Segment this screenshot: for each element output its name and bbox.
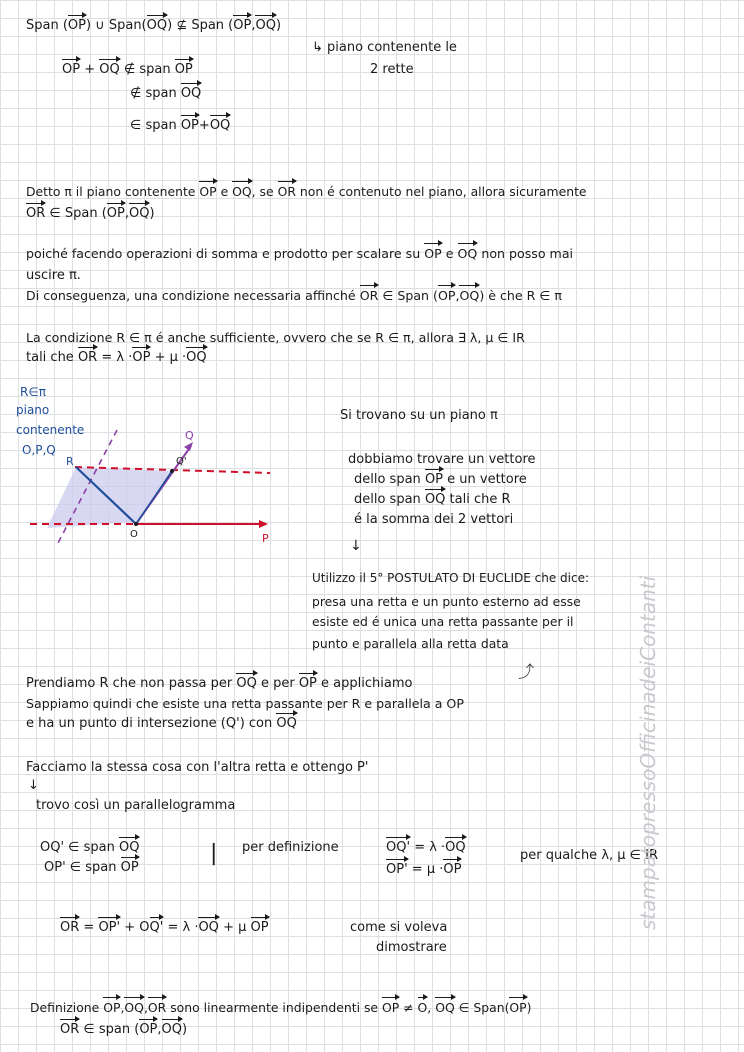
- down-arrow-icon-2: ↓: [28, 778, 39, 793]
- note-euclid-1: presa una retta e un punto esterno ad esse: [312, 594, 581, 609]
- body2-line-1: Prendiamo R che non passa per OQ e per OP e applichiamo: [26, 676, 413, 691]
- line-4: ∈ span OP+OQ: [130, 118, 231, 133]
- note-plane-pi: Si trovano su un piano π: [340, 408, 498, 423]
- side-label-points: O,P,Q: [22, 443, 56, 457]
- qed-line-1: come si voleva: [350, 920, 448, 935]
- paragraph-3: Di conseguenza, una condizione necessaria affinché OR ∈ Span (OP,OQ) è che R ∈ π: [26, 288, 562, 303]
- point-o: [134, 522, 138, 526]
- note-span-oq: dello span OQ tali che R: [354, 492, 511, 507]
- paragraph-1a: Detto π il piano contenente OP e OQ, se OR non é contenuto nel piano, allora sicuramente: [26, 184, 587, 199]
- line-1: Span (OP) ∪ Span(OQ) ⊈ Span (OP,OQ): [26, 18, 282, 33]
- by-definition-label: per definizione: [242, 840, 339, 855]
- separator-bar: |: [210, 841, 218, 866]
- body2-line-3: e ha un punto di intersezione (Q') con OQ: [26, 716, 297, 731]
- note-sum: é la somma dei 2 vettori: [354, 512, 514, 527]
- note-find-vector: dobbiamo trovare un vettore: [348, 452, 536, 467]
- curved-arrow-icon: ⤴: [518, 662, 535, 681]
- membership-op-prime: OP' ∈ span OP: [44, 860, 139, 875]
- vector-op-arrowhead: [259, 520, 268, 528]
- line-2: OP + OQ ∉ span OP: [62, 62, 193, 77]
- watermark: stampatopressoOfficinadeiContanti: [636, 575, 660, 930]
- note-euclid-3: punto e parallela alla retta data: [312, 636, 509, 651]
- parallelogram-figure: [25, 425, 285, 550]
- qed-line-2: dimostrare: [376, 940, 447, 955]
- def-op-prime: OP' = μ ·OP: [386, 862, 462, 877]
- side-label-piano: piano: [16, 403, 50, 417]
- label-o: O: [130, 529, 138, 540]
- paragraph-4b: tali che OR = λ ·OP + μ ·OQ: [26, 350, 207, 365]
- body2-line-2: Sappiamo quindi che esiste una retta passante per R e parallela a OP: [26, 696, 464, 711]
- body2-line-4: Facciamo la stessa cosa con l'altra retta e ottengo P': [26, 760, 369, 775]
- side-label-contenente: contenente: [16, 423, 85, 437]
- paragraph-2a: poiché facendo operazioni di somma e prodotto per scalare su OP e OQ non posso mai: [26, 246, 574, 261]
- label-r: R: [66, 455, 74, 468]
- down-arrow-icon: ↓: [350, 538, 362, 554]
- paragraph-2b: uscire π.: [26, 268, 81, 283]
- point-qprime: [170, 469, 174, 473]
- definition-line-2: OR ∈ span (OP,OQ): [60, 1022, 188, 1037]
- label-qprime: Q': [176, 456, 187, 467]
- body2-line-6: trovo così un parallelogramma: [36, 798, 236, 813]
- note-two-lines: 2 rette: [370, 62, 414, 77]
- line-3: ∉ span OQ: [130, 86, 202, 101]
- paragraph-1b: OR ∈ Span (OP,OQ): [26, 206, 155, 221]
- note-span-op: dello span OP e un vettore: [354, 472, 527, 487]
- side-label-r-in-pi: R∈π: [20, 385, 47, 399]
- label-q: Q: [185, 429, 194, 442]
- definition-line-1: Definizione OP,OQ,OR sono linearmente indipendenti se OP ≠ O, OQ ∈ Span(OP): [30, 1000, 532, 1015]
- def-oq-prime: OQ' = λ ·OQ: [386, 840, 466, 855]
- note-euclid-2: esiste ed é unica una retta passante per il: [312, 614, 574, 629]
- label-p: P: [262, 532, 269, 545]
- membership-oq-prime: OQ' ∈ span OQ: [40, 840, 140, 855]
- final-equation: OR = OP' + OQ' = λ ·OQ + μ OP: [60, 920, 269, 935]
- note-euclid: Utilizzo il 5° POSTULATO DI EUCLIDE che dice:: [312, 571, 589, 585]
- for-some-scalars: per qualche λ, μ ∈ IR: [520, 848, 658, 863]
- note-plane: ↳ piano contenente le: [312, 40, 457, 55]
- paragraph-4a: La condizione R ∈ π é anche sufficiente, ovvero che se R ∈ π, allora ∃ λ, μ ∈ IR: [26, 330, 525, 345]
